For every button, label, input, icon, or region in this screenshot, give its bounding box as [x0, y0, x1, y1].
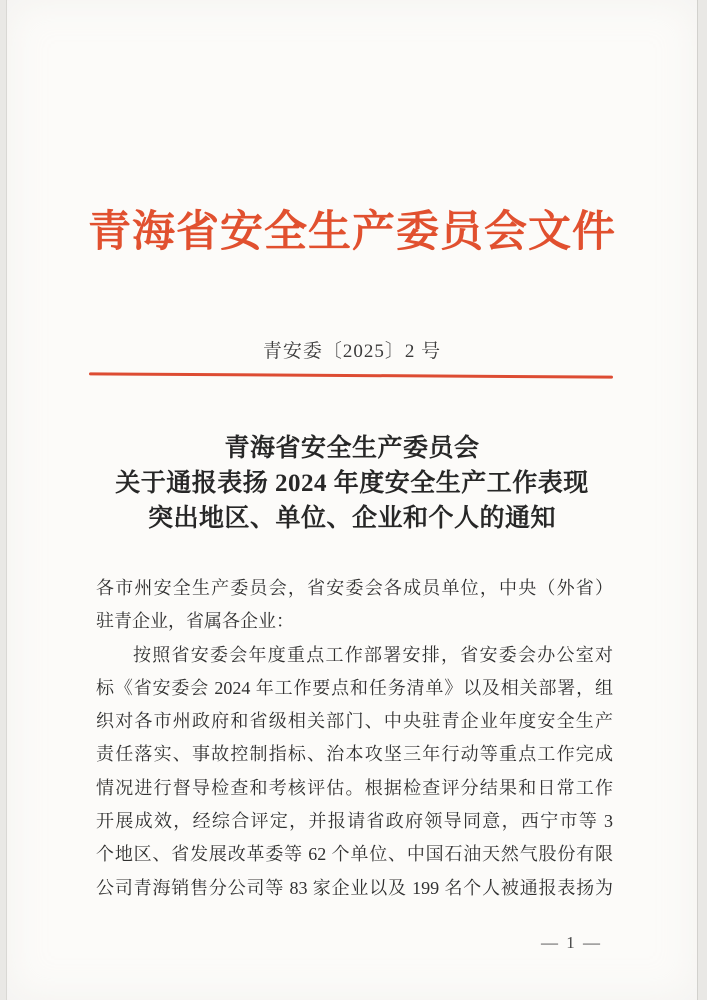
doc-number: 青安委〔2025〕2 号	[262, 341, 442, 362]
body-line: 责任落实、事故控制指标、治本攻坚三年行动等重点工作完成	[96, 744, 613, 765]
body-line: 情况进行督导检查和考核评估。根据检查评分结果和日常工作	[96, 777, 613, 798]
page-number: — 1 —	[541, 933, 602, 952]
body-line: 按照省安委会年度重点工作部署安排，省安委会办公室对	[133, 644, 613, 665]
body-line: 织对各市州政府和省级相关部门、中央驻青企业年度安全生产	[96, 711, 613, 732]
body-line: 开展成效，经综合评定，并报请省政府领导同意，西宁市等 3	[96, 811, 613, 832]
document-title-line: 突出地区、单位、企业和个人的通知	[147, 505, 556, 532]
body-line: 各市州安全生产委员会，省安委会各成员单位，中央（外省）	[96, 578, 613, 598]
document-title	[47, 431, 657, 536]
body-line: 个地区、省发展改革委等 62 个单位、中国石油天然气股份有限	[96, 844, 613, 865]
red-divider-line	[89, 372, 613, 378]
document-title-line: 关于通报表扬 2024 年度安全生产工作表现	[115, 470, 589, 497]
document-page	[6, 0, 698, 1000]
document-header-title: 青海省安全生产委员会文件	[88, 209, 616, 256]
document-body	[96, 572, 613, 905]
body-line: 公司青海销售分公司等 83 家企业以及 199 名个人被通报表扬为	[96, 877, 613, 898]
document-title-line: 青海省安全生产委员会	[224, 435, 480, 462]
body-line: 标《省安委会 2024 年工作要点和任务清单》以及相关部署，组	[96, 677, 613, 698]
body-line: 驻青企业，省属各企业：	[96, 611, 294, 632]
